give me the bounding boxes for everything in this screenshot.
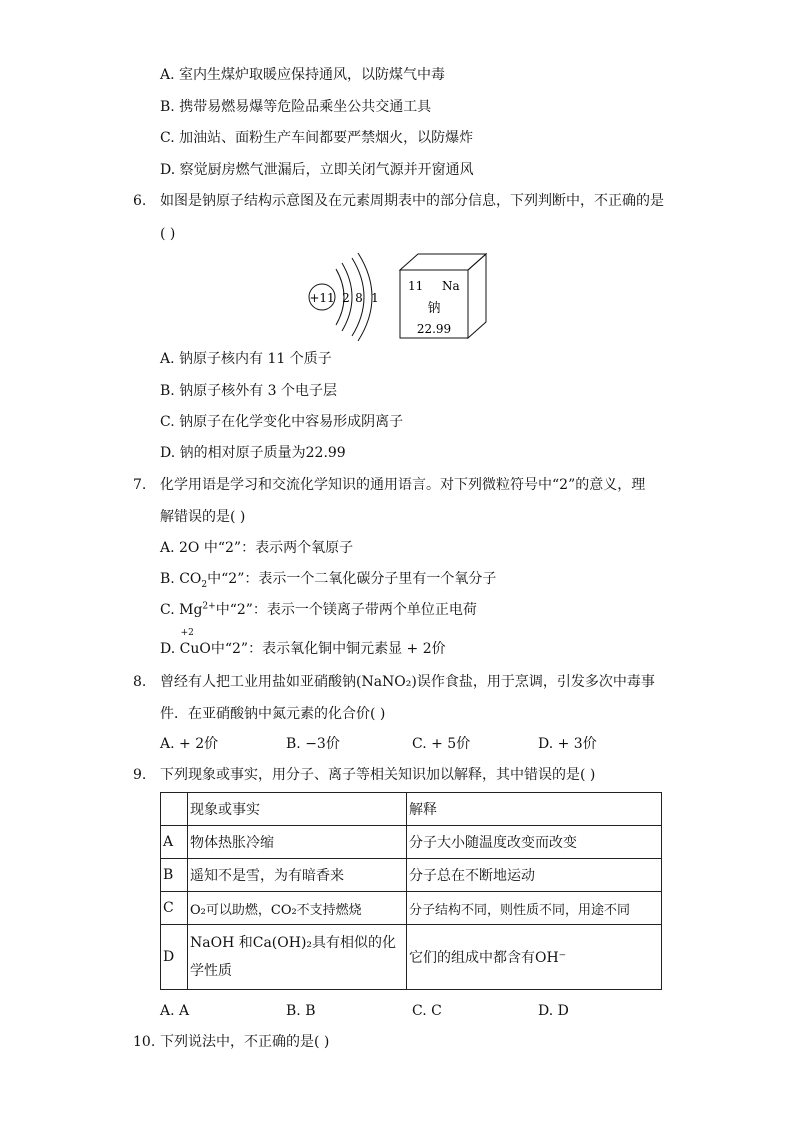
sodium-figure — [300, 242, 500, 342]
table-header-cell — [161, 793, 188, 826]
q7-option-d-cu — [179, 628, 200, 658]
q5-option-a: A. 室内生煤炉取暖应保持通风，以防煤气中毒 — [160, 67, 446, 83]
table-row — [161, 859, 662, 892]
q6-option-b: B. 钠原子核外有 3 个电子层 — [160, 383, 337, 399]
q7-stem-line1: 化学用语是学习和交流化学知识的通用语言。对下列微粒符号中“2”的意义，理 — [160, 477, 646, 493]
table-row — [161, 826, 662, 859]
table-cell: O₂可以助燃，CO₂不支持燃烧 — [188, 892, 407, 925]
q8-option-b: B. −3价 — [286, 736, 340, 752]
q7-option-d-letter: Cu — [179, 641, 200, 657]
q5-option-c: C. 加油站、面粉生产车间都要严禁烟火，以防爆炸 — [160, 130, 474, 146]
table-cell: A — [161, 826, 188, 859]
q7-option-d-valence: +2 — [180, 628, 194, 638]
q7-option-c-pre: C. Mg — [160, 602, 203, 618]
q6-option-d: D. 钠的相对原子质量为22.99 — [160, 445, 346, 461]
table-cell: NaOH 和Ca(OH)₂具有相似的化学性质 — [188, 925, 407, 990]
q7-option-b — [160, 570, 496, 588]
q7-option-d — [160, 628, 446, 658]
q9-number: 9. — [133, 767, 147, 783]
table-cell: 分子大小随温度改变而改变 — [407, 826, 662, 859]
q9-option-b: B. B — [286, 1003, 316, 1019]
element-symbol: Na — [442, 279, 460, 293]
q5-option-d: D. 察觉厨房燃气泄漏后，立即关闭气源并开窗通风 — [160, 162, 474, 178]
table-cell: 分子结构不同，则性质不同，用途不同 — [407, 892, 662, 925]
q7-option-d-post: O中“2”：表示氧化铜中铜元素显 + 2价 — [199, 641, 446, 657]
q9-table — [160, 792, 662, 990]
q10-number: 10. — [133, 1034, 156, 1050]
shell-electrons-1: 2 — [342, 291, 350, 305]
table-cell: 它们的组成中都含有OH⁻ — [407, 925, 662, 990]
q8-option-c: C. + 5价 — [412, 736, 471, 752]
q7-stem-line2: 解错误的是( ) — [160, 509, 246, 525]
q5-option-b: B. 携带易燃易爆等危险品乘坐公共交通工具 — [160, 99, 432, 115]
table-header-cell: 解释 — [407, 793, 662, 826]
q7-option-c — [160, 601, 477, 619]
table-header-row — [161, 793, 662, 826]
q8-number: 8. — [133, 674, 147, 690]
q8-option-a: A. + 2价 — [160, 736, 219, 752]
q9-option-d: D. D — [538, 1003, 569, 1019]
q7-option-b-sub: 2 — [201, 579, 208, 590]
q9-option-c: C. C — [412, 1003, 442, 1019]
q7-option-c-sup: 2+ — [202, 601, 216, 612]
q9-option-a: A. A — [160, 1003, 190, 1019]
table-header-cell: 现象或事实 — [188, 793, 407, 826]
q6-stem-line2: ( ) — [160, 226, 176, 242]
q7-option-b-post: 中“2”：表示一个二氧化碳分子里有一个氧分子 — [207, 571, 497, 587]
table-cell: 物体热胀冷缩 — [188, 826, 407, 859]
q8-option-d: D. + 3价 — [538, 736, 597, 752]
q8-stem-line1: 曾经有人把工业用盐如亚硝酸钠(NaNO₂)误作食盐，用于烹调，引发多次中毒事 — [160, 674, 655, 690]
cube-side — [468, 254, 486, 338]
shell-electrons-2: 8 — [355, 291, 363, 305]
q7-option-c-post: 中“2”：表示一个镁离子带两个单位正电荷 — [215, 602, 477, 618]
q10-stem: 下列说法中，不正确的是( ) — [160, 1034, 330, 1050]
q7-option-b-pre: B. CO — [160, 571, 202, 587]
table-row — [161, 892, 662, 925]
q8-stem-line2: 件．在亚硝酸钠中氮元素的化合价( ) — [160, 706, 386, 722]
q6-stem-line1: 如图是钠原子结构示意图及在元素周期表中的部分信息，下列判断中，不正确的是 — [160, 193, 664, 209]
atomic-number: 11 — [408, 279, 424, 293]
table-cell: C — [161, 892, 188, 925]
table-cell: B — [161, 859, 188, 892]
table-cell: 遥知不是雪，为有暗香来 — [188, 859, 407, 892]
q9-stem: 下列现象或事实，用分子、离子等相关知识加以解释，其中错误的是( ) — [160, 767, 596, 783]
atomic-mass: 22.99 — [416, 322, 452, 336]
q7-option-d-pre: D. — [160, 641, 180, 657]
q6-option-a: A. 钠原子核内有 11 个质子 — [160, 351, 332, 367]
q6-option-c: C. 钠原子在化学变化中容易形成阴离子 — [160, 414, 404, 430]
q7-number: 7. — [133, 477, 147, 493]
table-row — [161, 925, 662, 990]
q6-number: 6. — [133, 193, 147, 209]
q7-option-a: A. 2O 中“2”：表示两个氧原子 — [160, 540, 354, 556]
nucleus-charge: +11 — [309, 291, 335, 305]
cube-top — [400, 254, 486, 270]
shell-electrons-3: 1 — [371, 291, 379, 305]
element-name: 钠 — [427, 301, 441, 316]
table-cell: D — [161, 925, 188, 990]
table-cell: 分子总在不断地运动 — [407, 859, 662, 892]
